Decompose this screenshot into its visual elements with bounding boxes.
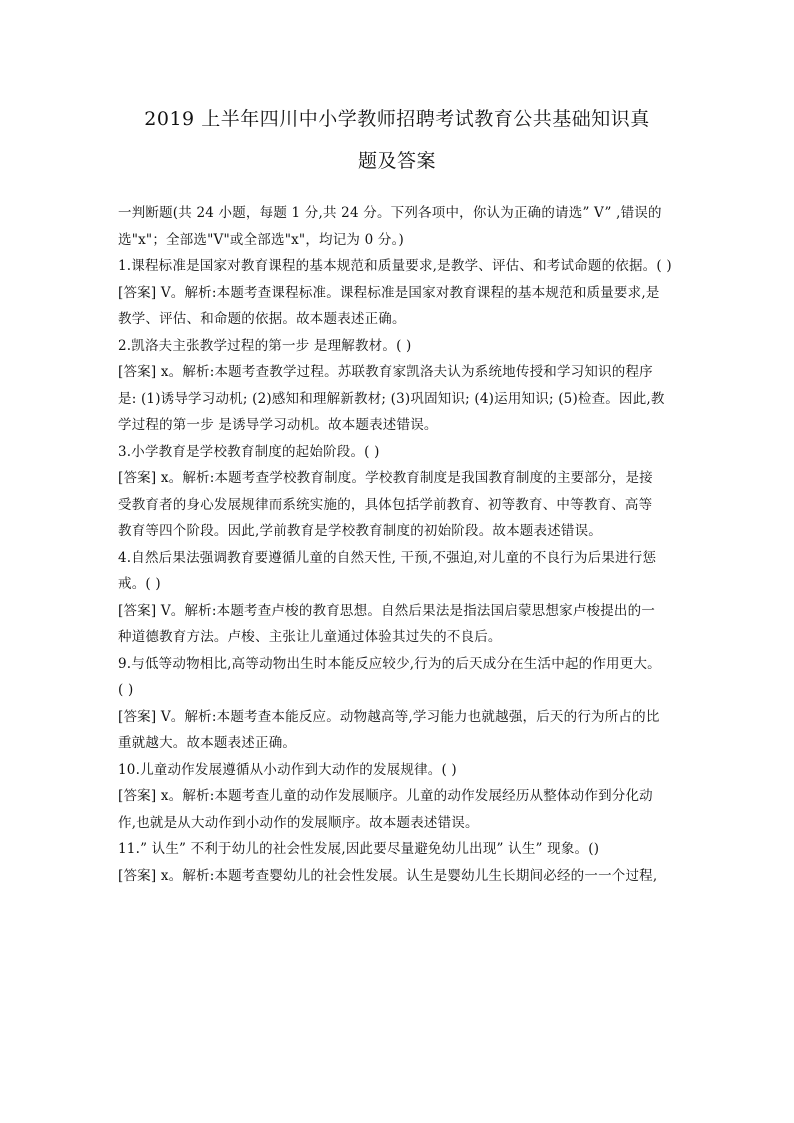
answer-line: 教育等四个阶段。因此,学前教育是学校教育制度的初始阶段。故本题表述错误。 xyxy=(118,523,602,539)
document-body xyxy=(118,200,688,889)
question-line: ( ) xyxy=(118,682,134,698)
question-line: 9.与低等动物相比,高等动物出生时本能反应较少,行为的后天成分在生活中起的作用更大。 xyxy=(118,655,661,672)
question-line: 3.小学教育是学校教育制度的起始阶段。( ) xyxy=(118,443,380,460)
answer-line: 教学、评估、和命题的依据。故本题表述正确。 xyxy=(118,311,406,327)
answer-line: 种道德教育方法。卢梭、主张让儿童通过体验其过失的不良后。 xyxy=(118,629,502,645)
answer-line: [答案] x。解析:本题考查婴幼儿的社会性发展。认生是婴幼儿生长期间必经的一一个过程, xyxy=(118,867,658,884)
question-line: 戒。( ) xyxy=(118,576,161,592)
answer-line: [答案] V。解析:本题考查卢梭的教育思想。自然后果法是指法国启蒙思想家卢梭提出的一 xyxy=(118,602,656,619)
question-line: 1.课程标准是国家对教育课程的基本规范和质量要求,是教学、评估、和考试命题的依据。( ) xyxy=(118,258,672,274)
answer-line: 是: (1)诱导学习动机; (2)感知和理解新教材; (3)巩固知识; (4)运用知识; (5)检查。因此,教 xyxy=(118,390,665,407)
answer-line: 重就越大。故本题表述正确。 xyxy=(118,735,297,751)
answer-line: 受教育者的身心发展规律而系统实施的，具体包括学前教育、初等教育、中等教育、高等 xyxy=(118,496,653,513)
answer-line: 作,也就是从大动作到小动作的发展顺序。故本题表述错误。 xyxy=(118,814,479,831)
document-title-line-1: 2019 上半年四川中小学教师招聘考试教育公共基础知识真 xyxy=(144,108,650,130)
answer-line: [答案] x。解析:本题考查儿童的动作发展顺序。儿童的动作发展经历从整体动作到分化动 xyxy=(118,788,653,804)
answer-line: [答案] x。解析:本题考查学校教育制度。学校教育制度是我国教育制度的主要部分，是接 xyxy=(118,470,653,486)
text-line: 一判断题(共 24 小题，每题 1 分,共 24 分。下列各项中，你认为正确的请选” V” ,错误的 xyxy=(118,205,662,221)
document-title-line-2: 题及答案 xyxy=(357,150,436,172)
answer-line: [答案] x。解析:本题考查教学过程。苏联教育家凯洛夫认为系统地传授和学习知识的程序 xyxy=(118,364,653,380)
question-line: 4.自然后果法强调教育要遵循儿童的自然天性, 干预,不强迫,对儿童的不良行为后果进行惩 xyxy=(118,549,657,566)
question-line: 10.儿童动作发展遵循从小动作到大动作的发展规律。( ) xyxy=(118,761,457,778)
answer-line: [答案] V。解析:本题考查课程标准。课程标准是国家对教育课程的基本规范和质量要求,是 xyxy=(118,284,660,301)
question-line: 2.凯洛夫主张教学过程的第一步 是理解教材。( ) xyxy=(118,337,412,354)
text-line: 选"x"；全部选"V"或全部选"x"，均记为 0 分。) xyxy=(118,231,405,248)
question-line: 11.” 认生” 不利于幼儿的社会性发展,因此要尽量避免幼儿出现” 认生” 现象。() xyxy=(118,841,600,857)
answer-line: [答案] V。解析:本题考查本能反应。动物越高等,学习能力也就越强，后天的行为所占的比 xyxy=(118,708,660,725)
answer-line: 学过程的第一步 是诱导学习动机。故本题表述错误。 xyxy=(118,417,438,433)
